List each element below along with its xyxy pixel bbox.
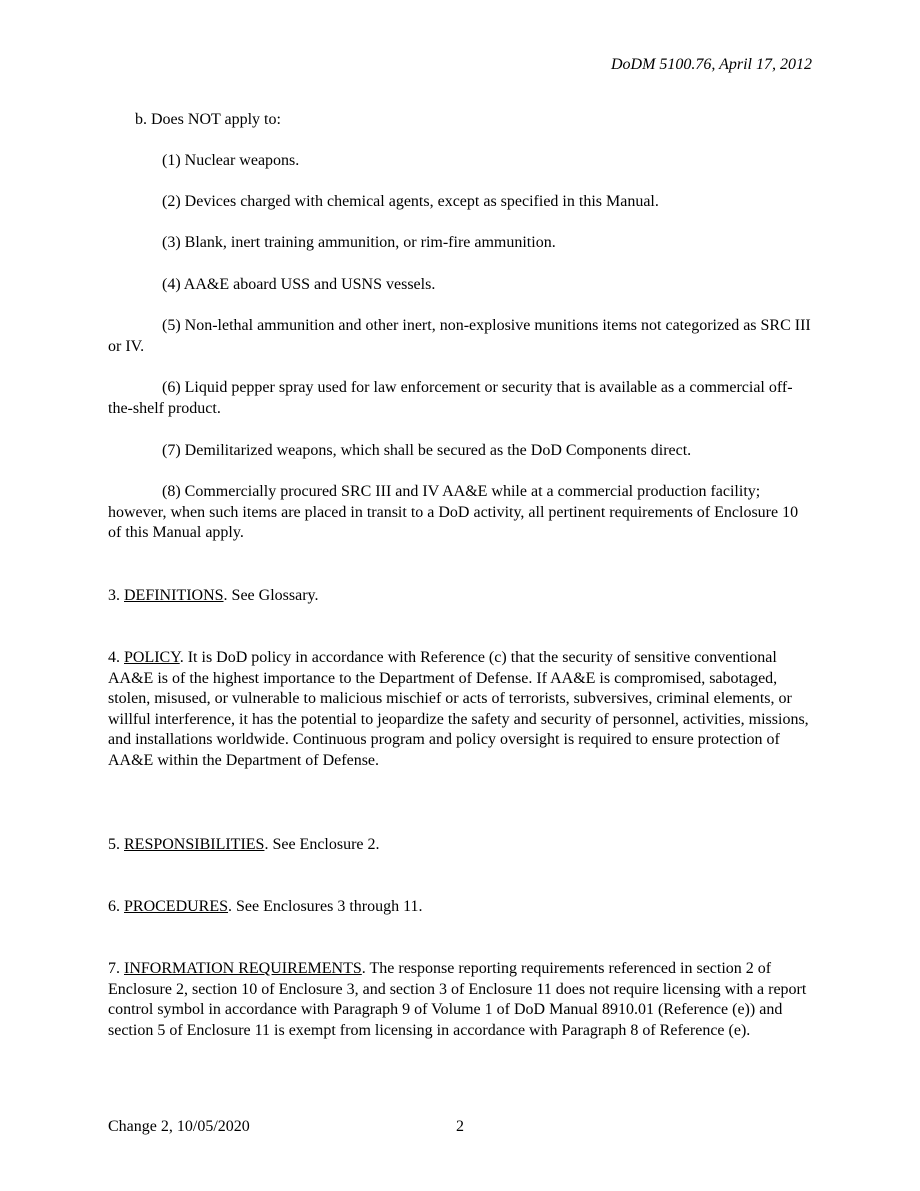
list-item: (1) Nuclear weapons. — [162, 152, 300, 169]
section-heading: PROCEDURES — [124, 898, 229, 915]
list-item: (3) Blank, inert training ammunition, or rim-fire ammunition. — [162, 234, 556, 251]
running-header: DoDM 5100.76, April 17, 2012 — [610, 56, 812, 73]
section-number: 3. — [108, 587, 124, 604]
list-item: (5) Non-lethal ammunition and other inert, non-explosive munitions items not categorized as SRC III or IV. — [108, 317, 811, 355]
section-number: 5. — [108, 836, 124, 853]
section-definitions — [108, 586, 814, 607]
section-heading: INFORMATION REQUIREMENTS — [124, 960, 362, 977]
section-text: . See Glossary. — [223, 587, 319, 604]
section-heading: RESPONSIBILITIES — [124, 836, 265, 853]
section-heading: DEFINITIONS — [124, 587, 224, 604]
change-notice: Change 2, 10/05/2020 — [108, 1118, 250, 1135]
section-policy — [108, 648, 814, 772]
section-text: . See Enclosures 3 through 11. — [228, 898, 423, 915]
list-item: (4) AA&E aboard USS and USNS vessels. — [162, 276, 436, 293]
section-text: . See Enclosure 2. — [264, 836, 380, 853]
section-number: 4. — [108, 649, 124, 666]
section-b-lead: b. Does NOT apply to: — [135, 111, 281, 128]
list-item: (2) Devices charged with chemical agents, except as specified in this Manual. — [162, 193, 659, 210]
section-heading: POLICY — [124, 649, 180, 666]
list-item: (6) Liquid pepper spray used for law enforcement or security that is available as a commercial off-the-shelf product. — [108, 379, 793, 417]
section-procedures — [108, 897, 814, 918]
section-number: 6. — [108, 898, 124, 915]
section-text: . It is DoD policy in accordance with Reference (c) that the security of sensitive conventional AA&E is of the highest importance to the Department of Defense. If AA&E is compromised, sabotaged, stolen, misused, or vulnerable to malicious mischief or acts of terrorists, subversives, criminal elements, or willful interference, it has the potential to jeopardize the safety and security of personnel, activities, missions, and installations worldwide. Continuous program and policy oversight is required to ensure protection of AA&E within the Department of Defense. — [108, 649, 809, 769]
section-text: . The response reporting requirements referenced in section 2 of Enclosure 2, section 10 of Enclosure 3, and section 3 of Enclosure 11 does not require licensing with a report control symbol in accordance with Paragraph 9 of Volume 1 of DoD Manual 8910.01 (Reference (e)) and section 5 of Enclosure 11 is exempt from licensing in accordance with Paragraph 8 of Reference (e). — [108, 960, 807, 1039]
page-number: 2 — [456, 1118, 464, 1135]
section-number: 7. — [108, 960, 124, 977]
list-item: (8) Commercially procured SRC III and IV AA&E while at a commercial production facility; however, when such items are placed in transit to a DoD activity, all pertinent requirements of Enclosure 10 of this Manual apply. — [108, 483, 799, 542]
list-item: (7) Demilitarized weapons, which shall be secured as the DoD Components direct. — [162, 442, 692, 459]
section-information-requirements — [108, 959, 814, 1041]
section-responsibilities — [108, 835, 814, 856]
